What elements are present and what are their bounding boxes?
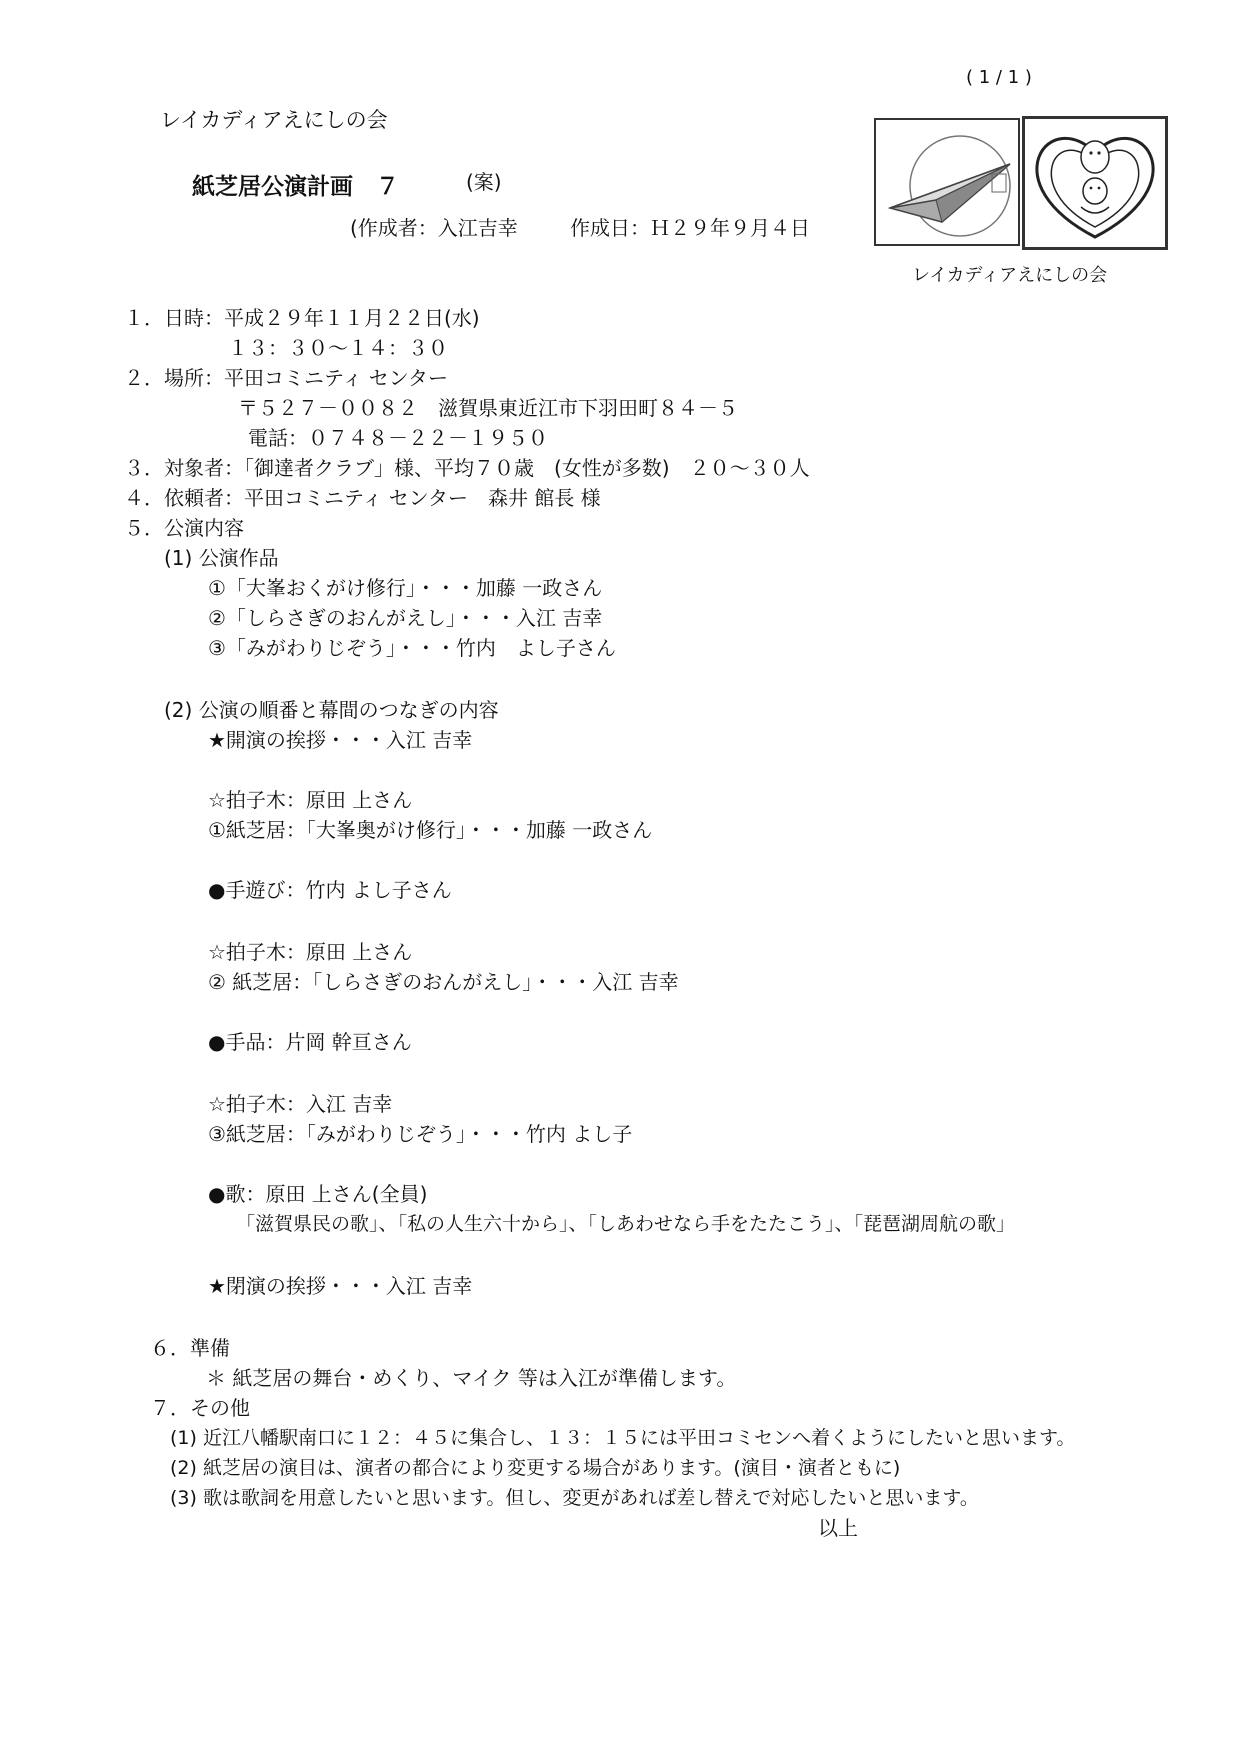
page-title: 紙芝居公演計画 ７	[192, 174, 399, 200]
heart-birds-icon	[1025, 119, 1165, 247]
works-heading: (1) 公演作品	[164, 546, 279, 570]
requester-line: ４．依頼者：平田コミニティ センター 森井 館長 様	[124, 486, 601, 510]
program-clapper-2: ☆拍子木：原田 上さん	[208, 940, 413, 964]
program-play-3: ③紙芝居：「みがわりじぞう」・・・竹内 よし子	[208, 1122, 633, 1146]
time-range: １３：３０〜１４：３０	[228, 336, 448, 360]
heart-birds-logo	[1022, 116, 1168, 250]
work-item: ①「大峯おくがけ修行」・・・加藤 一政さん	[208, 576, 603, 600]
end-mark: 以上	[818, 1516, 858, 1540]
other-heading: ７．その他	[150, 1396, 250, 1420]
address-line: 〒５２７－００８２ 滋賀県東近江市下羽田町８４－５	[238, 396, 738, 420]
phone-line: 電話：０７４８－２２－１９５０	[248, 426, 548, 450]
program-heading: (2) 公演の順番と幕間のつなぎの内容	[164, 698, 499, 722]
page-number: ( 1 / 1 )	[966, 67, 1032, 88]
program-opening: ★開演の挨拶・・・入江 吉幸	[208, 728, 473, 752]
place-line: ２．場所：平田コミニティ センター	[124, 366, 448, 390]
audience-line: ３．対象者：「御達者クラブ」様、平均７０歳 (女性が多数) ２０〜３０人	[124, 456, 810, 480]
program-clapper-1: ☆拍子木：原田 上さん	[208, 788, 413, 812]
work-item: ②「しらさぎのおんがえし」・・・入江 吉幸	[208, 606, 603, 630]
other-item: (1) 近江八幡駅南口に１２：４５に集合し、１３：１５には平田コミセンへ着くようにしたいと思います。	[170, 1427, 1076, 1449]
program-magic: ●手品：片岡 幹亘さん	[208, 1030, 412, 1054]
paper-plane-icon	[876, 120, 1018, 244]
other-item: (3) 歌は歌詞を用意したいと思います。但し、変更があれば差し替えで対応したいと思います。	[170, 1487, 979, 1509]
author-line: (作成者：入江吉幸	[350, 216, 518, 240]
program-play-1: ①紙芝居：「大峯奥がけ修行」・・・加藤 一政さん	[208, 818, 653, 842]
work-item: ③「みがわりじぞう」・・・竹内 よし子さん	[208, 636, 616, 660]
paper-plane-logo	[874, 118, 1020, 246]
program-handplay: ●手遊び：竹内 よし子さん	[208, 878, 452, 902]
org-name: レイカディアえにしの会	[160, 108, 388, 132]
datetime-line: １．日時：平成２９年１１月２２日(水)	[124, 306, 480, 330]
other-item: (2) 紙芝居の演目は、演者の都合により変更する場合があります。(演目・演者ともに)	[170, 1457, 901, 1479]
prep-heading: ６．準備	[150, 1336, 230, 1360]
program-song-list: 「滋賀県民の歌」、「私の人生六十から」、「しあわせなら手をたたこう」、「琵琶湖周航の歌」	[236, 1213, 1016, 1235]
content-heading: ５．公演内容	[124, 516, 244, 540]
title-note: (案)	[466, 170, 502, 194]
program-play-2: ② 紙芝居：「しらさぎのおんがえし」・・・入江 吉幸	[208, 970, 679, 994]
date-line: 作成日：Ｈ２９年９月４日	[570, 216, 810, 240]
program-closing: ★閉演の挨拶・・・入江 吉幸	[208, 1274, 473, 1298]
logo-caption: レイカディアえにしの会	[912, 265, 1108, 286]
program-clapper-3: ☆拍子木：入江 吉幸	[208, 1092, 393, 1116]
prep-note: ＊ 紙芝居の舞台・めくり、マイク 等は入江が準備します。	[206, 1366, 737, 1390]
program-song: ●歌：原田 上さん(全員)	[208, 1182, 428, 1206]
